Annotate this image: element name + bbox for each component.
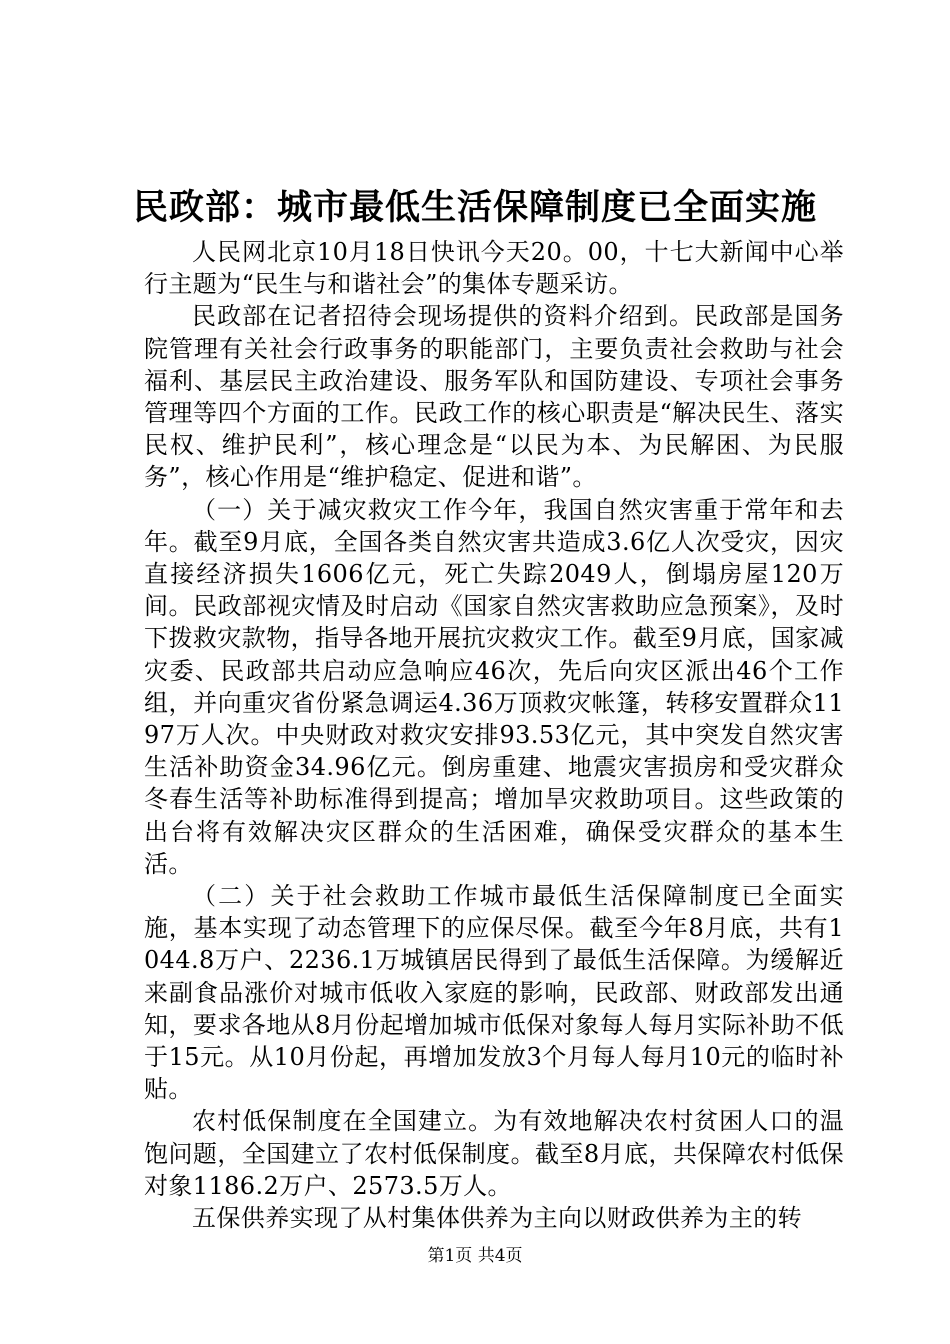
paragraph: （二）关于社会救助工作城市最低生活保障制度已全面实施，基本实现了动态管理下的应保尽保。截至今年8月底，共有1044.8万户、2236.1万城镇居民得到了最低生活保障。为缓解近来副食品涨价对城市低收入家庭的影响，民政部、财政部发出通知，要求各地从8月份起增加城市低保对象每人每月实际补助不低于15元。从10月份起，再增加发放3个月每人每月10元的临时补贴。 xyxy=(144,882,844,1104)
paragraph: 民政部在记者招待会现场提供的资料介绍到。民政部是国务院管理有关社会行政事务的职能部门，主要负责社会救助与社会福利、基层民主政治建设、服务军队和国防建设、专项社会事务管理等四个方面的工作。民政工作的核心职责是“解决民生、落实民权、维护民利”，核心理念是“以民为本、为民解困、为民服务”，核心作用是“维护稳定、促进和谐”。 xyxy=(144,302,844,492)
document-title: 民政部：城市最低生活保障制度已全面实施 xyxy=(132,187,817,228)
page-number-footer: 第1页 共4页 xyxy=(427,1246,523,1266)
document-body xyxy=(144,236,844,1234)
paragraph: 五保供养实现了从村集体供养为主向以财政供养为主的转 xyxy=(192,1204,802,1233)
paragraph: 农村低保制度在全国建立。为有效地解决农村贫困人口的温饱问题，全国建立了农村低保制度。截至8月底，共保障农村低保对象1186.2万户、2573.5万人。 xyxy=(144,1107,844,1200)
paragraph: （一）关于减灾救灾工作今年，我国自然灾害重于常年和去年。截至9月底，全国各类自然灾害共造成3.6亿人次受灾，因灾直接经济损失1606亿元，死亡失踪2049人，倒塌房屋120万间。民政部视灾情及时启动《国家自然灾害救助应急预案》，及时下拨救灾款物，指导各地开展抗灾救灾工作。截至9月底，国家减灾委、民政部共启动应急响应46次，先后向灾区派出46个工作组，并向重灾省份紧急调运4.36万顶救灾帐篷，转移安置群众1197万人次。中央财政对救灾安排93.53亿元，其中突发自然灾害生活补助资金34.96亿元。倒房重建、地震灾害损房和受灾群众冬春生活等补助标准得到提高；增加旱灾救助项目。这些政策的出台将有效解决灾区群众的生活困难，确保受灾群众的基本生活。 xyxy=(144,495,844,878)
paragraph: 人民网北京10月18日快讯今天20。00，十七大新闻中心举行主题为“民生与和谐社会”的集体专题采访。 xyxy=(144,238,844,299)
